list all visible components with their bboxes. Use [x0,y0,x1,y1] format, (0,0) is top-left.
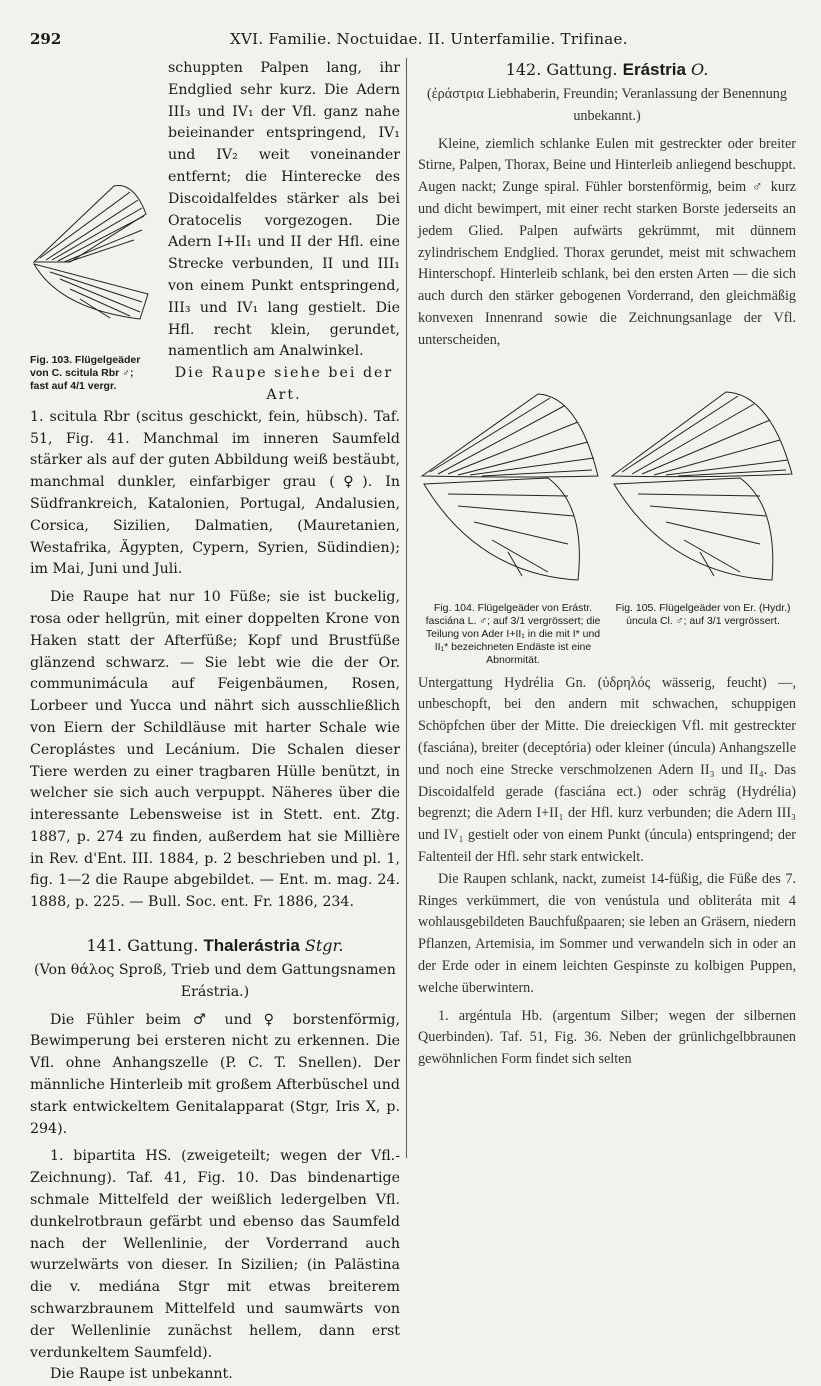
figure-104-caption: Fig. 104. Flügelgeäder von Erástr. fasciána L. ♂; auf 3/1 vergrössert; die Teilung von Ader I+II₁ in die mit I* und II₁* bezeichneten Endäste ist eine Abnormität. [425,601,601,666]
species-bipartita: 1. bipartita HS. (zweigeteilt; wegen der Vfl.-Zeichnung). Taf. 41, Fig. 10. Das bindenartige schmale Mittelfeld der weißlich ledergelben Vfl. dunkelrotbraun gefärbt und ebenso das Saumfeld nach der Wellenlinie, der Vorderrand auch wurzelwärts von dieser. In Sizilien; (in Palästina die v. mediána Stgr mit etwas breiterem schwarzbraunem Mittelfeld und saumwärts von der Wellenlinie zunächst hellem, dann erst verdunkeltem Saumfeld). [30,1148,400,1361]
figure-105 [608,366,798,667]
paragraph-raupen: Die Raupen schlank, nackt, zumeist 14-füßig, die Füße des 7. Ringes verkümmert, die von venústula und obliteráta mit 4 wohlausgebildeten Bauchfußpaaren; sie leben an Gräsern, niedern Pflanzen, Artemisia, im Sommer und verwandeln sich in oder an der Erde oder in einem leichten Gespinste zu kolbigen Puppen, welche überwintern. [418,870,796,996]
genus-141-heading [30,936,400,956]
wing-venation-figure-104 [418,366,608,596]
paragraph-genus140-desc: schuppten Palpen lang, ihr Endglied sehr kurz. Die Adern III₃ und IV₁ der Vfl. ganz nahe beieinander entspringend, IV₁ und IV₂ weit voneinander entfernt; die Hinterecke des Discoidalfeldes stärker als bei Oratocelis vorgezogen. Die Adern I+II₁ und II der Hfl. eine Strecke verbunden, II und III₁ von einem Punkt entspringend, III₃ und IV₁ lang gestielt. Die Hfl. recht klein, gerundet, namentlich am Analwinkel. [168,60,400,360]
right-column [418,58,796,1071]
genus-142-author: O. [691,60,709,79]
left-column [30,58,400,1386]
genus-142-etymology: (ἐράστρια Liebhaberin, Freundin; Veranlassung der Benennung unbekannt.) [427,86,787,124]
species-scitula: 1. scitula Rbr (scitus geschickt, fein, hübsch). Taf. 51, Fig. 41. Manchmal im inneren Saumfeld stärker als auf der guten Abbildung weiß bestäubt, manchmal dunkler, einfarbiger grau (♀). In Südfrankreich, Katalonien, Portugal, Andalusien, Corsica, Sizilien, Dalmatien, (Mauretanien, Westafrika, Ägypten, Cypern, Syrien, Südindien); im Mai, Juni und Juli. [30,408,400,578]
figures-104-105 [418,366,796,667]
genus-141-etymology: (Von θάλος Sproß, Trieb und dem Gattungsnamen Erástria.) [34,962,396,1000]
wing-venation-figure-105 [608,366,798,596]
genus-141-author: Stgr. [304,936,344,956]
paragraph-raupe-ref: Die Raupe siehe bei der Art. [174,365,394,403]
figure-103 [30,144,158,393]
species-argentula: 1. argéntula Hb. (argentum Silber; wegen der silbernen Querbinden). Taf. 51, Fig. 36. Neben der grünlichgelbbraunen gewöhnlichen Form findet sich selten [418,1007,796,1068]
paragraph-untergattung: Untergattung Hydrélia Gn. (ὑδρηλός wässerig, feucht) —, unbeschopft, bei den andern mit schwachen, schuppigen Schöpfchen über der Mitte. Die dreieckigen Vfl. mit gestreckter (fasciána), breiter (deceptória) oder kleiner (úncula) Anhangszelle und noch eine Strecke verschmolzenen Adern II₃ und II₄. Das Discoidalfeld gerade (fasciána ect.) oder schräg (Hydrélia) begrenzt; die Adern I+II₁ der Hfl. kurz verbunden; die Adern III₃ und IV₁ gestielt oder von einem Punkt (úncula) entspringend; der Faltenteil der Hfl. sehr stark entwickelt. [418,674,796,865]
genus-142-name: Erástria [622,60,686,79]
genus-141-description: Die Fühler beim ♂ und ♀ borstenförmig, Bewimperung bei ersteren nicht zu erkennen. Die Vfl. ohne Anhangszelle (P. C. T. Snellen). Der männliche Hinterleib mit großem Afterbüschel und stark entwickeltem Genitalapparat (Stgr, Iris X, p. 294). [30,1011,400,1137]
figure-105-caption: Fig. 105. Flügelgeäder von Er. (Hydr.) úncula Cl. ♂; auf 3/1 vergrössert. [615,601,791,627]
paragraph-raupe-scitula: Die Raupe hat nur 10 Füße; sie ist buckelig, rosa oder hellgrün, mit einer doppelten Krone von Haken statt der Afterfüße; Kopf und Brustfüße glänzend schwarz. — Sie lebt wie die der Or. communimácula auf Feigenbäumen, Rosen, Lorbeer und Yucca und nährt sich ausschließlich von Eiern der Schildläuse mit harter Schale wie Ceroplástes und Lecánium. Die Schalen dieser Tiere werden zu einer tragbaren Hülle benützt, in welcher sie sich auch verpuppt. Näheres über die interessante Lebensweise ist in Stett. ent. Ztg. 1887, p. 274 zu finden, außerdem hat sie Millière in Rev. d'Ent. III. 1884, p. 2 beschrieben und pl. 1, fig. 1—2 die Raupe abgebildet. — Ent. m. mag. 24. 1888, p. 225. — Bull. Soc. ent. Fr. 1886, 234. [30,589,400,911]
wing-venation-figure-103 [30,144,158,354]
page-header [30,30,800,52]
genus-141-name: Thalerástria [203,936,300,956]
genus-142-description: Kleine, ziemlich schlanke Eulen mit gestreckter oder breiter Stirne, Palpen, Thorax, Beine und Hinterleib anliegend beschuppt. Augen nackt; Zunge spiral. Fühler borstenförmig, beim ♂ kurz und dicht bewimpert, mit einer recht starken Borste jederseits an jedem Glied. Palpen aufwärts gekrümmt, mit dünnem zylindrischem Endglied. Thorax gerundet, meist mit schwachem Hinterschopf. Hinterleib schlank, bei den ersten Arten — die sich auch durch den stärker gebogenen Vorderrand, den gleichmäßig konvexen Innenrand sowie die Zeichnungsanlage der Vfl. unterscheiden, [418,135,796,348]
genus-142-heading [418,60,796,80]
raupe-unbekannt: Die Raupe ist unbekannt. [50,1366,233,1383]
figure-104 [418,366,608,667]
genus-142-number: 142. Gattung. [505,60,618,79]
figure-103-caption: Fig. 103. Flügelgeäder von C. scitula Rbr ♂; fast auf 4/1 vergr. [30,354,141,392]
running-title: XVI. Familie. Noctuidae. II. Unterfamilie. Trifinae. [230,30,628,48]
genus-141-number: 141. Gattung. [86,936,199,956]
column-divider [406,58,407,1158]
page-number: 292 [30,30,62,48]
